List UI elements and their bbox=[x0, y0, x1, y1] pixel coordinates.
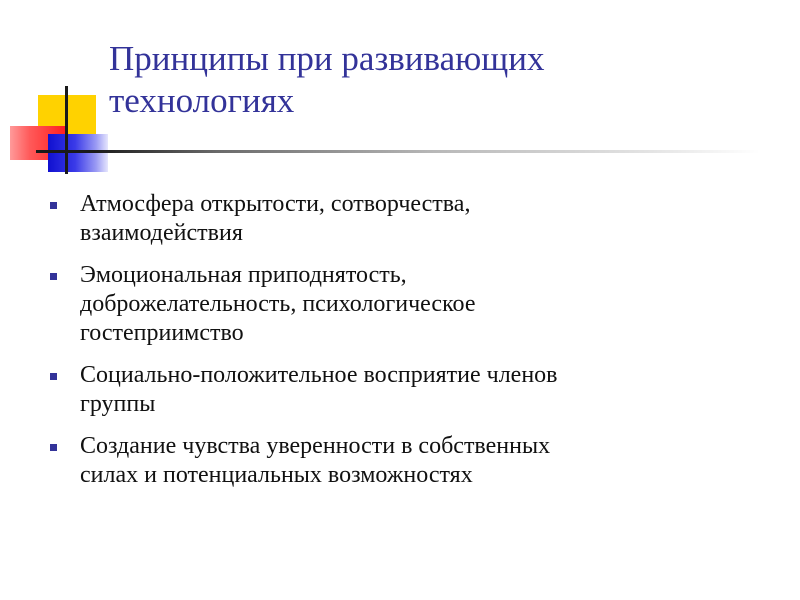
square-bullet-icon bbox=[50, 444, 57, 451]
square-bullet-icon bbox=[50, 273, 57, 280]
bullet-list bbox=[50, 190, 750, 503]
bullet-line: Эмоциональная приподнятость, bbox=[80, 262, 407, 288]
bullet-line: группы bbox=[80, 391, 156, 417]
bullet-item bbox=[50, 261, 750, 348]
bullet-text bbox=[80, 432, 750, 490]
bullet-line: доброжелательность, психологическое bbox=[80, 291, 476, 317]
bullet-line: Атмосфера открытости, сотворчества, bbox=[80, 191, 471, 217]
title-underline bbox=[36, 150, 760, 153]
bullet-text bbox=[80, 190, 750, 248]
decorative-vertical-line bbox=[65, 86, 68, 174]
slide-title bbox=[109, 38, 749, 122]
bullet-text bbox=[80, 261, 750, 348]
bullet-item bbox=[50, 432, 750, 490]
square-bullet-icon bbox=[50, 373, 57, 380]
square-bullet-icon bbox=[50, 202, 57, 209]
bullet-text bbox=[80, 361, 750, 419]
bullet-line: силах и потенциальных возможностях bbox=[80, 462, 473, 488]
bullet-item bbox=[50, 190, 750, 248]
bullet-item bbox=[50, 361, 750, 419]
decorative-blue-bar bbox=[48, 134, 108, 172]
bullet-line: Создание чувства уверенности в собственных bbox=[80, 433, 551, 459]
bullet-line: гостеприимство bbox=[80, 320, 244, 346]
slide-title-line: Принципы при развивающих bbox=[109, 39, 545, 78]
bullet-line: взаимодействия bbox=[80, 220, 243, 246]
bullet-line: Социально-положительное восприятие членов bbox=[80, 362, 558, 388]
slide-title-line: технологиях bbox=[109, 81, 295, 120]
